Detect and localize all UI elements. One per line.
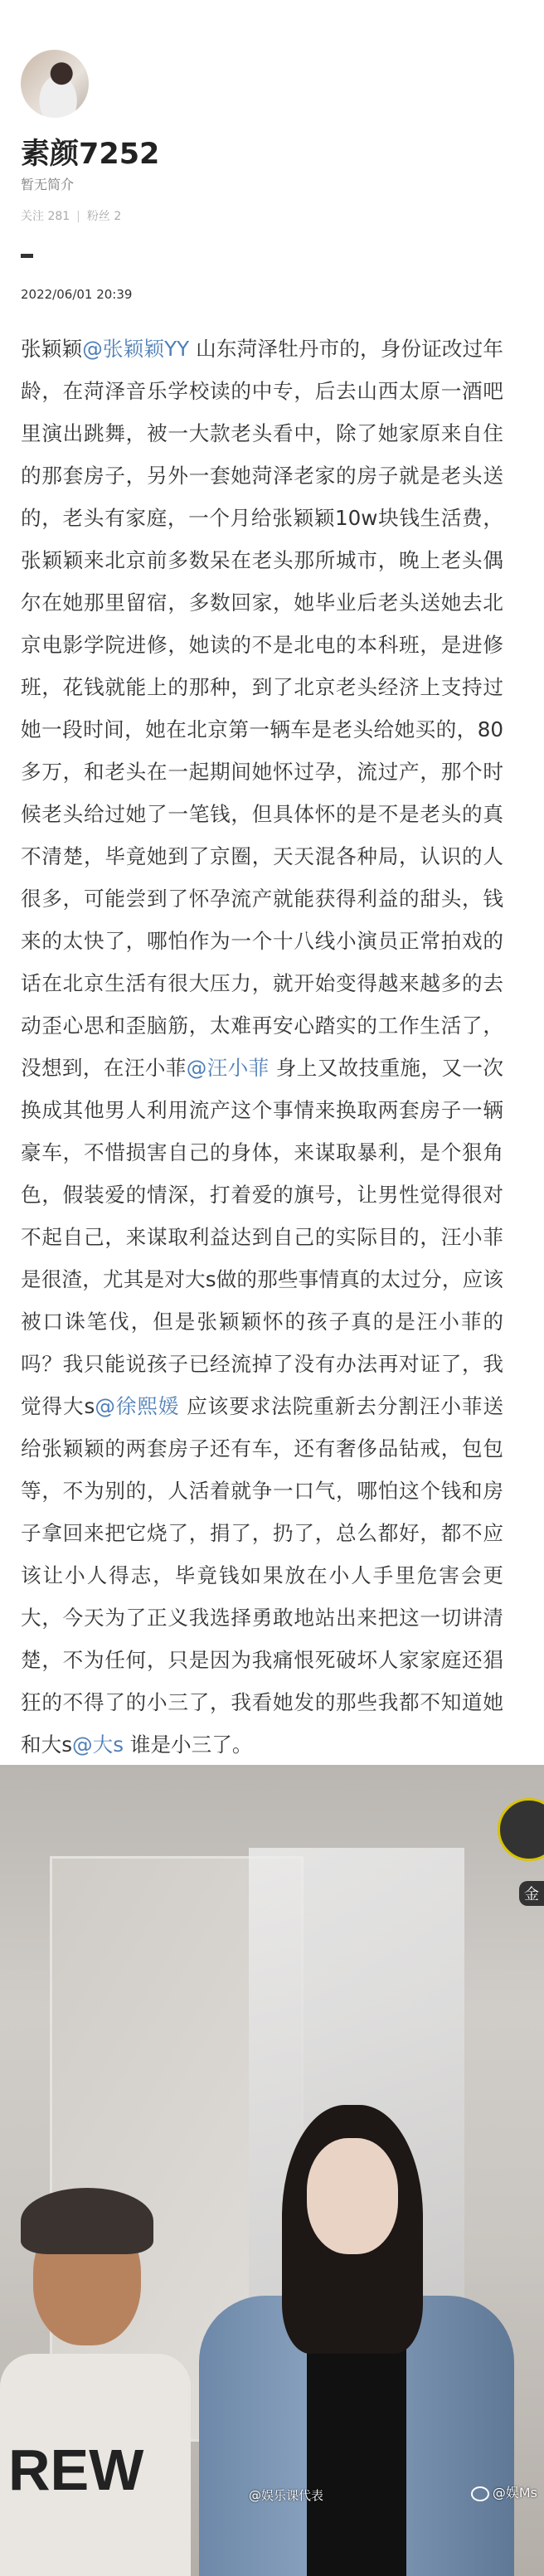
- profile-name: 素颜7252: [21, 138, 160, 171]
- weibo-logo-icon: [471, 2486, 489, 2501]
- watermark-right-text: @娱Ms: [492, 2485, 537, 2501]
- watermark-right: [471, 2482, 537, 2501]
- avatar[interactable]: [21, 50, 89, 118]
- profile-bio: 暂无简介: [21, 177, 75, 192]
- mention-link[interactable]: @张颖颖YY: [82, 337, 190, 361]
- shirt-print: REW: [8, 2437, 144, 2502]
- post-text: 张颖颖: [21, 337, 83, 361]
- post-photo[interactable]: [0, 1765, 544, 2576]
- followers-count[interactable]: 粉丝 2: [86, 210, 122, 223]
- post-text: 谁是小三了。: [124, 1733, 253, 1757]
- record-icon: [498, 1798, 544, 1861]
- divider-bar: [21, 254, 33, 258]
- stats-separator: |: [76, 210, 80, 223]
- mention-link[interactable]: @徐熙媛: [95, 1394, 180, 1418]
- profile-stats: [21, 207, 121, 224]
- post-content: [21, 328, 503, 1766]
- post-date: 2022/06/01 20:39: [21, 287, 133, 302]
- watermark-left: @娱乐课代表: [249, 2488, 324, 2503]
- post-text: 身上又故技重施，又一次换成其他男人利用流产这个事情来换取两套房子一辆豪车，不惜损害自己的身体，来谋取暴利，是个狠角色，假装爱的情深，打着爱的旗号，让男性觉得很对不起自己，来谋取利益达到自己的实际目的，汪小菲是很渣，尤其是对大s做的那些事情真的太过分，应该被口诛笔伐，但是张颖颖怀的孩子真的是汪小菲的吗？我只能说孩子已经流掉了没有办法再对证了，我觉得大s: [21, 1056, 503, 1418]
- following-count[interactable]: 关注 281: [21, 210, 70, 223]
- mention-link[interactable]: @大s: [72, 1733, 124, 1757]
- side-tag: 金: [519, 1881, 544, 1906]
- post-text: 山东菏泽牡丹市的，身份证改过年龄，在菏泽音乐学校读的中专，后去山西太原一酒吧里演出跳舞，被一大款老头看中，除了她家原来自住的那套房子，另外一套她菏泽老家的房子就是老头送的，老头有家庭，一个月给张颖颖10w块钱生活费，张颖颖来北京前多数呆在老头那所城市，晚上老头偶尔在她那里留宿，多数回家，她毕业后老头送她去北京电影学院进修，她读的不是北电的本科班，是进修班，花钱就能上的那种，到了北京老头经济上支持过她一段时间，她在北京第一辆车是老头给她买的，80多万，和老头在一起期间她怀过孕，流过产，那个时候老头给过她了一笔钱，但具体怀的是不是老头的真不清楚，毕竟她到了京圈，天天混各种局，认识的人很多，可能尝到了怀孕流产就能获得利益的甜头，钱来的太快了，哪怕作为一个十八线小演员正常拍戏的话在北京生活有很大压力，就开始变得越来越多的去动歪心思和歪脑筋，太难再安心踏实的工作生活了，没想到，在汪小菲: [21, 337, 503, 1080]
- mention-link[interactable]: @汪小菲: [186, 1056, 270, 1080]
- person-man: [0, 2163, 191, 2576]
- person-woman: [191, 2105, 522, 2576]
- post-text: 应该要求法院重新去分割汪小菲送给张颖颖的两套房子还有车，还有奢侈品钻戒，包包等，不为别的，人活着就争一口气，哪怕这个钱和房子拿回来把它烧了，捐了，扔了，总么都好，都不应该让小人得志，毕竟钱如果放在小人手里危害会更大，今天为了正义我选择勇敢地站出来把这一切讲清楚，不为任何，只是因为我痛恨死破坏人家家庭还猖狂的不得了的小三了，我看她发的那些我都不知道她和大s: [21, 1394, 503, 1757]
